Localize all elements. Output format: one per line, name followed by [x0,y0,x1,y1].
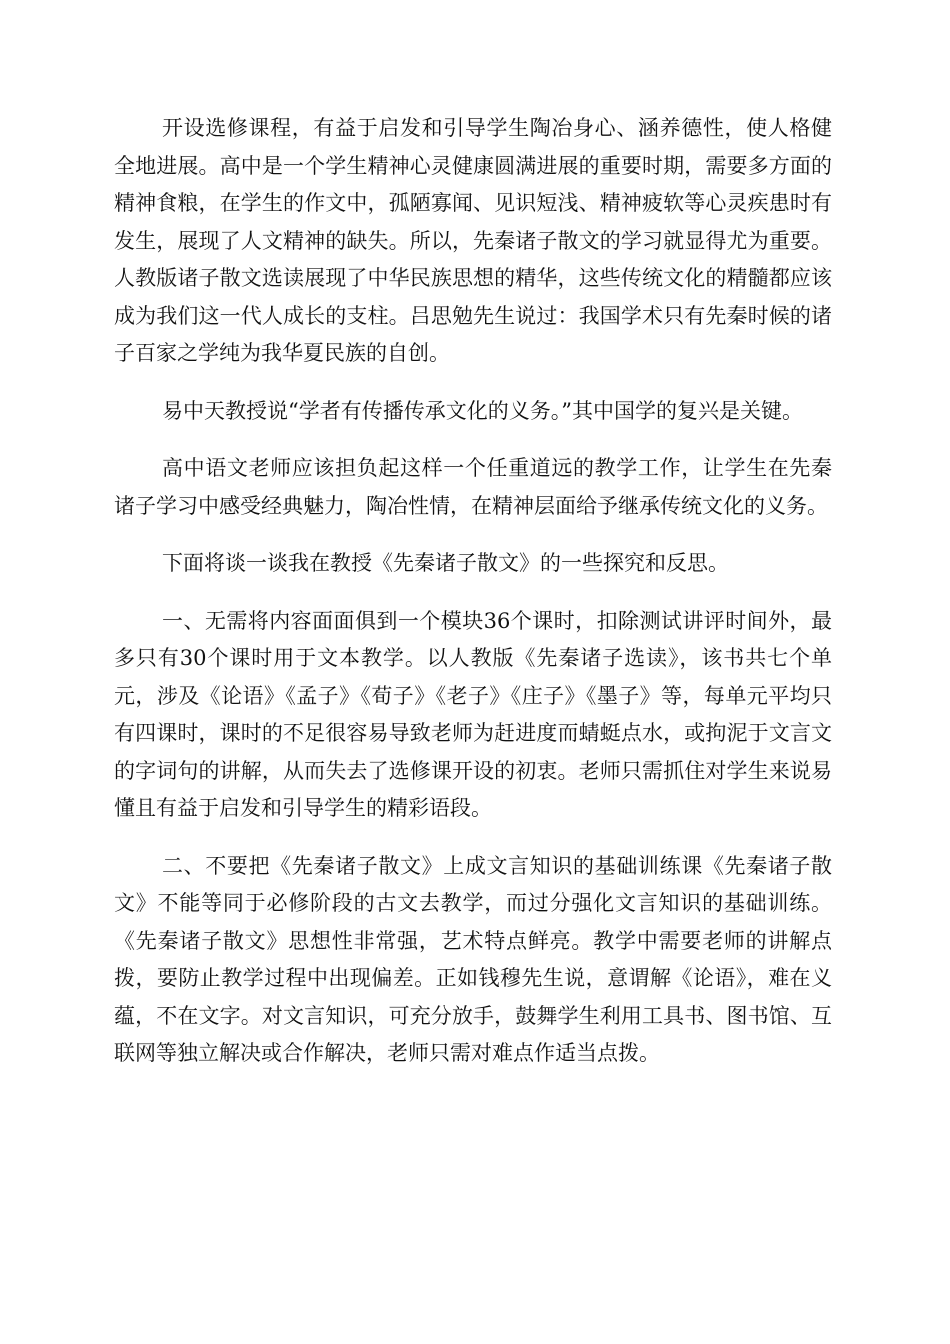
paragraph-2: 易中天教授说“学者有传播传承文化的义务。”其中国学的复兴是关键。 [162,398,803,423]
paragraph-4: 下面将谈一谈我在教授《先秦诸子散文》的一些探究和反思。 [162,551,729,575]
paragraph-1: 开设选修课程，有益于启发和引导学生陶冶身心、涵养德性，使人格健全地进展。高中是一个学生精神心灵健康圆满进展的重要时期，需要多方面的精神食粮，在学生的作文中，孤陋寡闻、见识短浅、精神疲软等心灵疾患时有发生，展现了人文精神的缺失。所以，先秦诸子散文的学习就显得尤为重要。人教版诸子散文选读展现了中华民族思想的精华，这些传统文化的精髓都应该成为我们这一代人成长的支柱。吕思勉先生说过：我国学术只有先秦时候的诸子百家之学纯为我华夏民族的自创。 [114,116,832,365]
document-body [114,110,832,1093]
paragraph-5: 一、无需将内容面面俱到一个模块36个课时，扣除测试讲评时间外，最多只有30个课时用于文本教学。以人教版《先秦诸子选读》，该书共七个单元，涉及《论语》《孟子》《荀子》《老子》《庄子》《墨子》等，每单元平均只有四课时，课时的不足很容易导致老师为赶进度而蜻蜓点水，或拘泥于文言文的字词句的讲解，从而失去了选修课开设的初衷。老师只需抓住对学生来说易懂且有益于启发和引导学生的精彩语段。 [114,608,832,820]
paragraph-6: 二、不要把《先秦诸子散文》上成文言知识的基础训练课《先秦诸子散文》不能等同于必修阶段的古文去教学，而过分强化文言知识的基础训练。《先秦诸子散文》思想性非常强，艺术特点鲜亮。教学中需要老师的讲解点拨，要防止教学过程中出现偏差。正如钱穆先生说，意谓解《论语》，难在义蕴，不在文字。对文言知识，可充分放手，鼓舞学生利用工具书、图书馆、互联网等独立解决或合作解决，老师只需对难点作适当点拨。 [114,853,832,1065]
paragraph-3: 高中语文老师应该担负起这样一个任重道远的教学工作，让学生在先秦诸子学习中感受经典魅力，陶冶性情，在精神层面给予继承传统文化的义务。 [114,456,832,518]
